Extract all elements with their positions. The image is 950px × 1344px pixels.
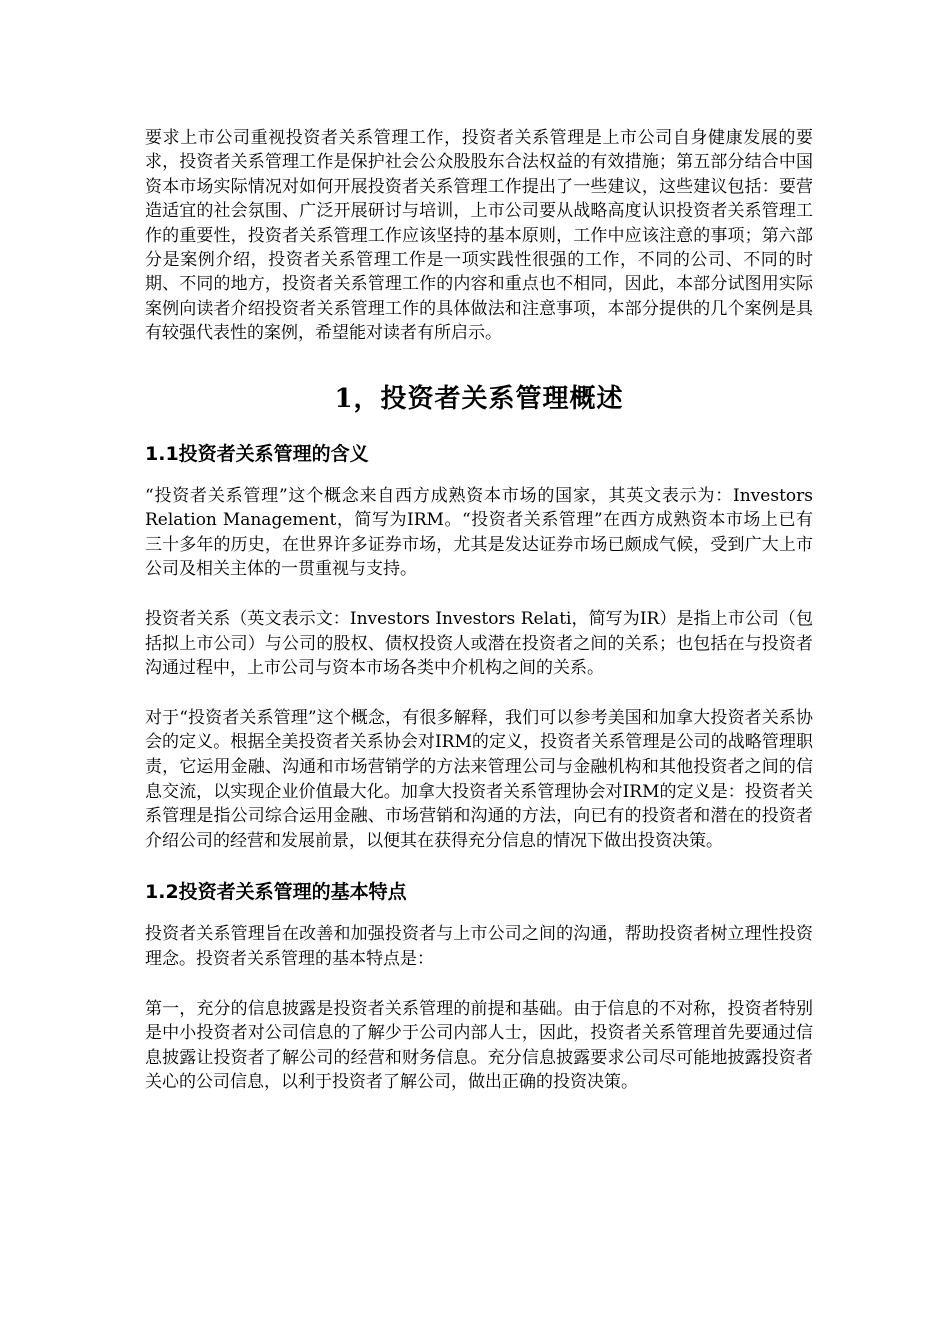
section-1-1-paragraph-1: “投资者关系管理”这个概念来自西方成熟资本市场的国家，其英文表示为：Investors Relation Management，简写为IRM。“投资者关系管理”在西方成熟资本市场上已有三十多年的历史，在世界许多证券市场，尤其是发达证券市场已颇成气候，受到广大上市公司及相关主体的一贯重视与支持。 — [145, 485, 813, 580]
intro-paragraph: 要求上市公司重视投资者关系管理工作，投资者关系管理是上市公司自身健康发展的要求，投资者关系管理工作是保护社会公众股股东合法权益的有效措施；第五部分结合中国资本市场实际情况对如何开展投资者关系管理工作提出了一些建议，这些建议包括：要营造适宜的社会氛围、广泛开展研讨与培训，上市公司要从战略高度认识投资者关系管理工作的重要性，投资者关系管理工作应该坚持的基本原则，工作中应该注意的事项；第六部分是案例介绍，投资者关系管理工作是一项实践性很强的工作，不同的公司、不同的时期、不同的地方，投资者关系管理工作的内容和重点也不相同，因此，本部分试图用实际案例向读者介绍投资者关系管理工作的具体做法和注意事项，本部分提供的几个案例是具有较强代表性的案例，希望能对读者有所启示。 — [145, 128, 813, 344]
section-1-2-paragraph-2: 第一，充分的信息披露是投资者关系管理的前提和基础。由于信息的不对称，投资者特别是中小投资者对公司信息的了解少于公司内部人士，因此，投资者关系管理首先要通过信息披露让投资者了解公司的经营和财务信息。充分信息披露要求公司尽可能地披露投资者关心的公司信息，以利于投资者了解公司，做出正确的投资决策。 — [145, 998, 813, 1093]
section-1-1-paragraph-3: 对于“投资者关系管理”这个概念，有很多解释，我们可以参考美国和加拿大投资者关系协会的定义。根据全美投资者关系协会对IRM的定义，投资者关系管理是公司的战略管理职责，它运用金融、沟通和市场营销学的方法来管理公司与金融机构和其他投资者之间的信息交流，以实现企业价值最大化。加拿大投资者关系管理协会对IRM的定义是：投资者关系管理是指公司综合运用金融、市场营销和沟通的方法，向已有的投资者和潜在的投资者介绍公司的经营和发展前景，以便其在获得充分信息的情况下做出投资决策。 — [145, 707, 813, 851]
document-page — [145, 126, 813, 1120]
section-1-1-paragraph-2: 投资者关系（英文表示文：Investors Investors Relati，简写为IR）是指上市公司（包括拟上市公司）与公司的股权、债权投资人或潜在投资者之间的关系；也包括在与投资者沟通过程中，上市公司与资本市场各类中介机构之间的关系。 — [145, 609, 813, 679]
section-1-1-heading: 1.1投资者关系管理的含义 — [145, 442, 369, 465]
chapter-title: 1，投资者关系管理概述 — [334, 383, 624, 414]
section-1-2-paragraph-1: 投资者关系管理旨在改善和加强投资者与上市公司之间的沟通，帮助投资者树立理性投资理念。投资者关系管理的基本特点是： — [145, 924, 813, 969]
section-1-2-heading: 1.2投资者关系管理的基本特点 — [145, 881, 407, 904]
